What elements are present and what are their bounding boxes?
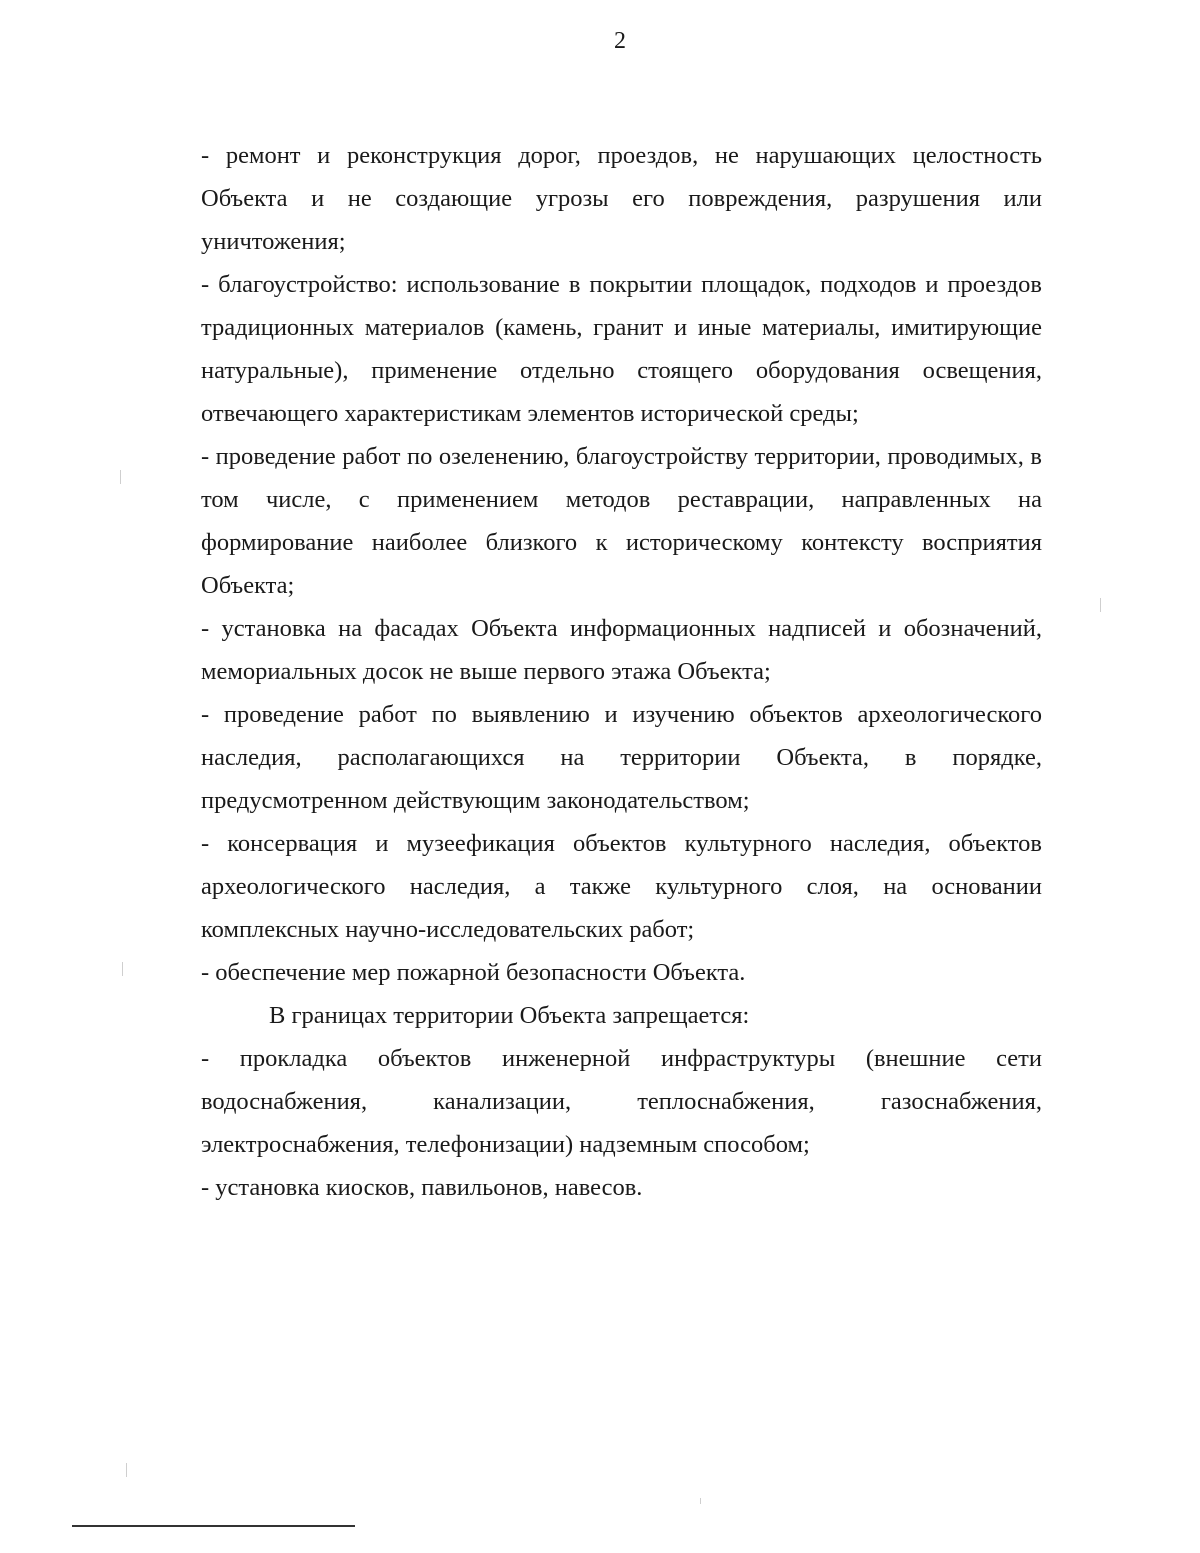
scan-speck [120,470,121,484]
paragraph-infrastructure: - прокладка объектов инженерной инфраструктуры (внешние сети водоснабжения, канализации, теплоснабжения, газоснабжения, электроснабжения, телефонизации) надземным способом; [201,1045,1042,1158]
scan-speck [1100,598,1101,612]
paragraph-conservation: - консервация и музеефикация объектов культурного наследия, объектов археологического наследия, а также культурного слоя, на основании комплексных научно-исследовательских работ; [201,830,1042,943]
footer-rule [72,1525,355,1527]
paragraph-prohibited-heading: В границах территории Объекта запрещается: [269,1002,750,1029]
paragraph-roads: - ремонт и реконструкция дорог, проездов, не нарушающих целостность Объекта и не создающие угрозы его повреждения, разрушения или уничтожения; [201,142,1042,255]
document-body [201,134,1042,1209]
paragraph-facade-signs: - установка на фасадах Объекта информационных надписей и обозначений, мемориальных досок не выше первого этажа Объекта; [201,615,1042,685]
paragraph-fire-safety: - обеспечение мер пожарной безопасности Объекта. [201,959,746,986]
scan-speck [122,962,123,976]
paragraph-archaeology: - проведение работ по выявлению и изучению объектов археологического наследия, располагающихся на территории Объекта, в порядке, предусмотренном действующим законодательством; [201,701,1042,814]
paragraph-greening: - проведение работ по озеленению, благоустройству территории, проводимых, в том числе, с применением методов реставрации, направленных на формирование наиболее близкого к историческому контексту восприятия Объекта; [201,443,1042,599]
scan-speck [126,1463,127,1477]
paragraph-kiosks: - установка киосков, павильонов, навесов. [201,1174,643,1201]
scan-speck [700,1498,701,1504]
paragraph-landscaping: - благоустройство: использование в покрытии площадок, подходов и проездов традиционных материалов (камень, гранит и иные материалы, имитирующие натуральные), применение отдельно стоящего оборудования освещения, отвечающего характеристикам элементов исторической среды; [201,271,1042,427]
page-number: 2 [614,28,626,54]
